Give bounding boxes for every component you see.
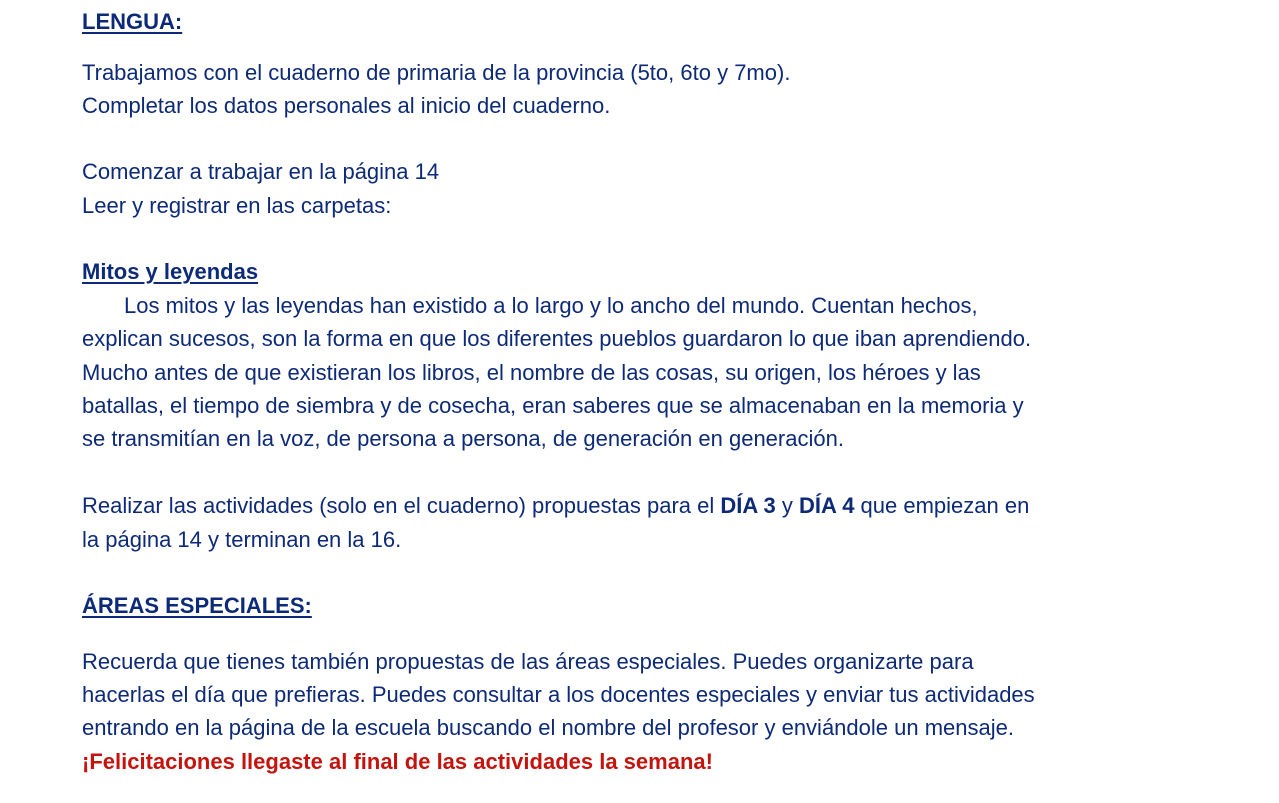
actividades-line-1 [82, 493, 1029, 519]
actividades-connector: y [775, 493, 800, 518]
areas-line-2: hacerlas el día que prefieras. Puedes consultar a los docentes especiales y enviar tus actividades [82, 682, 1035, 707]
actividades-text-end: que empiezan en [854, 493, 1030, 518]
actividades-text-start: Realizar las actividades (solo en el cuaderno) propuestas para el [82, 493, 721, 518]
areas-heading: ÁREAS ESPECIALES: [82, 593, 312, 618]
dia-4-label: DÍA 4 [799, 493, 855, 518]
lengua-line-1: Trabajamos con el cuaderno de primaria de la provincia (5to, 6to y 7mo). [82, 60, 791, 85]
lengua-line-3: Comenzar a trabajar en la página 14 [82, 159, 440, 184]
closing-congratulations: ¡Felicitaciones llegaste al final de las actividades la semana! [82, 749, 713, 774]
lengua-line-2: Completar los datos personales al inicio del cuaderno. [82, 93, 611, 118]
areas-line-3: entrando en la página de la escuela buscando el nombre del profesor y enviándole un mensaje. [82, 715, 1014, 740]
lengua-line-4: Leer y registrar en las carpetas: [82, 193, 392, 218]
mitos-paragraph-line-2: explican sucesos, son la forma en que los diferentes pueblos guardaron lo que iban aprendiendo. [82, 326, 1032, 351]
mitos-paragraph-line-4: batallas, el tiempo de siembra y de cosecha, eran saberes que se almacenaban en la memoria y [82, 393, 1024, 418]
mitos-paragraph-line-1: Los mitos y las leyendas han existido a lo largo y lo ancho del mundo. Cuentan hechos, [124, 293, 978, 318]
mitos-paragraph-line-5: se transmitían en la voz, de persona a persona, de generación en generación. [82, 426, 844, 451]
actividades-line-2: la página 14 y terminan en la 16. [82, 527, 402, 552]
dia-3-label: DÍA 3 [720, 493, 776, 518]
lengua-heading: LENGUA: [82, 9, 183, 34]
areas-line-1: Recuerda que tienes también propuestas de las áreas especiales. Puedes organizarte para [82, 649, 974, 674]
mitos-heading: Mitos y leyendas [82, 259, 259, 284]
mitos-paragraph-line-3: Mucho antes de que existieran los libros, el nombre de las cosas, su origen, los héroes y las [82, 360, 981, 385]
